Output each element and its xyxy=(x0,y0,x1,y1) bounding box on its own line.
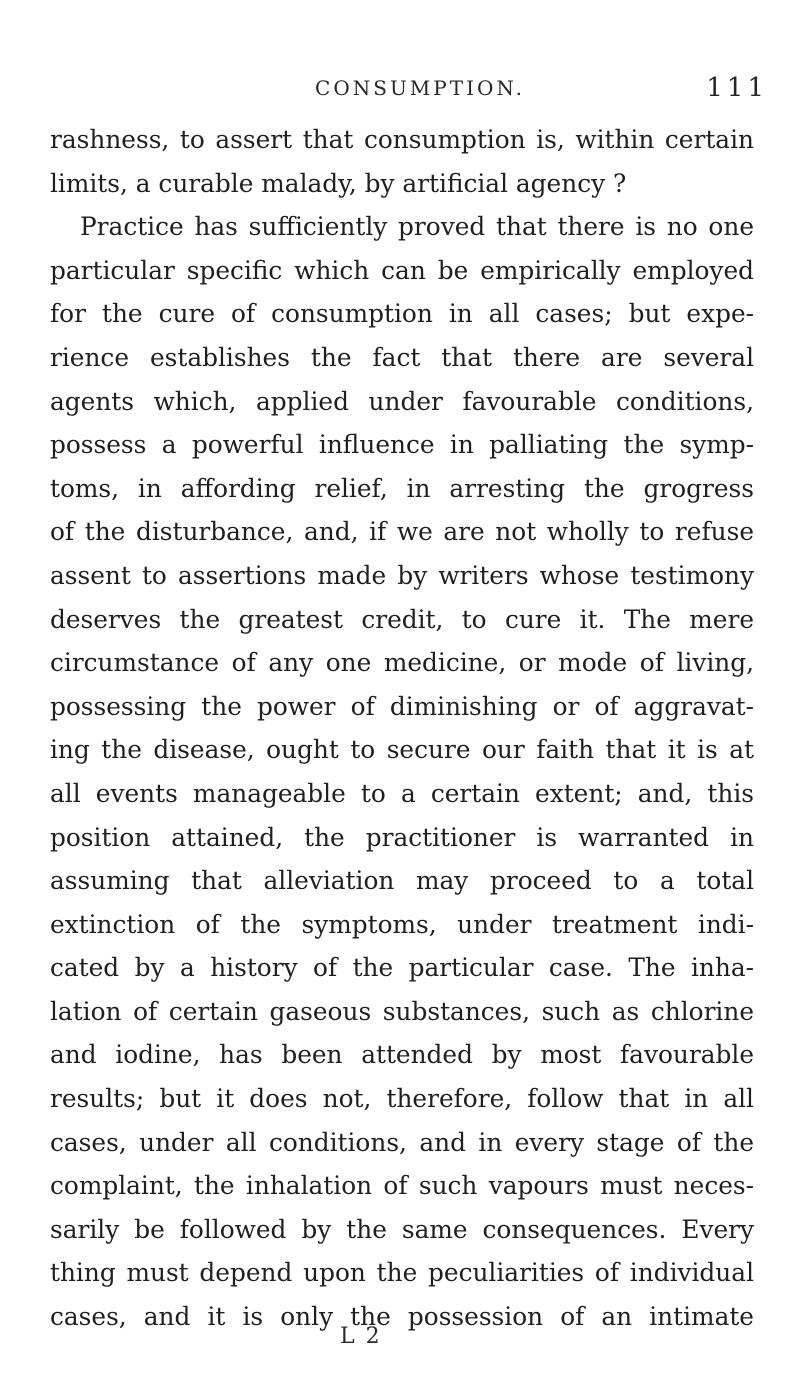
text-line: deserves the greatest credit, to cure it. The mere xyxy=(50,604,754,634)
text-line: of the disturbance, and, if we are not wholly to refuse xyxy=(50,517,754,547)
text-line: rience establishes the fact that there are several xyxy=(50,342,754,372)
text-line: cated by a history of the particular case. The inha- xyxy=(50,953,754,983)
text-line: thing must depend upon the peculiarities of individual xyxy=(50,1258,754,1288)
text-line: possessing the power of diminishing or of aggravat- xyxy=(50,691,754,721)
text-line: agents which, applied under favourable conditions, xyxy=(50,386,754,416)
text-line: sarily be followed by the same consequences. Every xyxy=(50,1214,754,1244)
text-line: lation of certain gaseous substances, such as chlorine xyxy=(50,996,754,1026)
text-line: assent to assertions made by writers whose testimony xyxy=(50,560,754,590)
text-line: toms, in affording relief, in arresting the grogress xyxy=(50,473,754,503)
text-line: for the cure of consumption in all cases; but expe- xyxy=(50,299,754,329)
text-line: assuming that alleviation may proceed to a total xyxy=(50,866,754,896)
body-text xyxy=(50,118,754,1339)
text-line: possess a powerful influence in palliating the symp- xyxy=(50,430,754,460)
text-line: rashness, to assert that consumption is, within certain xyxy=(50,125,754,154)
text-line: extinction of the symptoms, under treatment indi- xyxy=(50,909,754,939)
signature-mark: L 2 xyxy=(340,1324,382,1349)
text-line: results; but it does not, therefore, follow that in all xyxy=(50,1084,754,1114)
page-number: 111 xyxy=(706,73,768,103)
text-line: cases, and it is only the possession of an intimate xyxy=(50,1302,754,1332)
text-line: and iodine, has been attended by most favourable xyxy=(50,1040,754,1070)
text-line: ing the disease, ought to secure our faith that it is at xyxy=(50,735,754,765)
text-line: circumstance of any one medicine, or mode of living, xyxy=(50,648,754,678)
text-line: Practice has sufficiently proved that there is no one xyxy=(80,212,754,242)
running-head: CONSUMPTION. xyxy=(315,76,525,100)
text-line: all events manageable to a certain extent; and, this xyxy=(50,778,754,808)
text-line: cases, under all conditions, and in every stage of the xyxy=(50,1127,754,1157)
text-line: particular specific which can be empirically employed xyxy=(50,255,754,285)
page-header xyxy=(60,73,780,112)
text-line: position attained, the practitioner is warranted in xyxy=(50,822,754,852)
text-line: complaint, the inhalation of such vapours must neces- xyxy=(50,1171,754,1201)
text-line: limits, a curable malady, by artificial agency ? xyxy=(50,168,627,198)
